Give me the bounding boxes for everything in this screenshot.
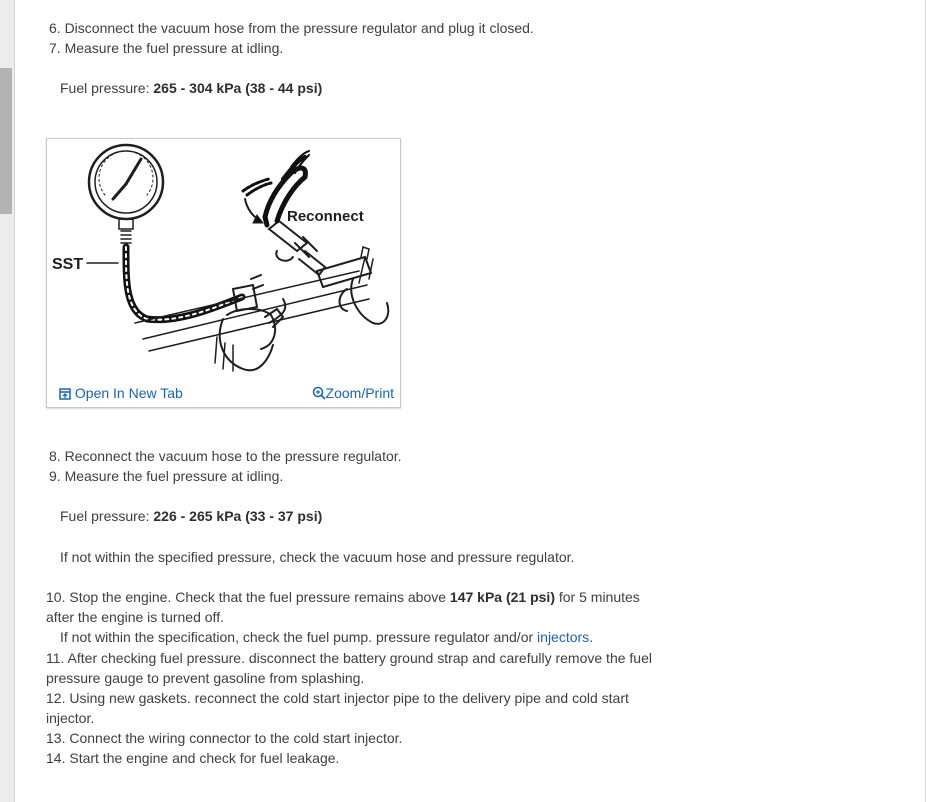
step-10-text: 10. Stop the engine. Check that the fuel pressure remains above	[46, 589, 450, 605]
step-11-continued: pressure gauge to prevent gasoline from splashing.	[46, 670, 365, 686]
step-13: 13. Connect the wiring connector to the cold start injector.	[46, 730, 403, 746]
reconnect-label: Reconnect	[287, 208, 364, 225]
step-10-continued: after the engine is turned off.	[46, 609, 224, 625]
zoom-print-label: Zoom/Print	[325, 385, 394, 401]
open-new-tab-icon	[59, 388, 71, 400]
step-14: 14. Start the engine and check for fuel leakage.	[46, 750, 340, 766]
fuel-pressure-spec-1	[60, 78, 322, 98]
step-10-note-text: If not within the specification, check the fuel pump. pressure regulator and/or	[60, 629, 538, 645]
step-10-note-period: .	[589, 629, 594, 645]
diagram-figure	[46, 138, 401, 408]
sst-label: SST	[52, 256, 84, 273]
injectors-link[interactable]: injectors	[537, 629, 590, 645]
open-in-new-tab-link[interactable]	[59, 385, 183, 401]
step-8: 8. Reconnect the vacuum hose to the pressure regulator.	[49, 448, 402, 464]
step-11: 11. After checking fuel pressure. disconnect the battery ground strap and carefully remove the fuel	[46, 650, 652, 666]
step-10-text-end: for 5 minutes	[554, 589, 640, 605]
figure-actions	[47, 377, 400, 407]
spec-value: 265 - 304 kPa (38 - 44 psi)	[153, 80, 323, 96]
zoom-print-link[interactable]	[312, 385, 394, 401]
step-10-note	[60, 627, 593, 647]
step-6: 6. Disconnect the vacuum hose from the pressure regulator and plug it closed.	[49, 20, 534, 36]
spec-label: Fuel pressure:	[60, 80, 154, 96]
spec-value: 226 - 265 kPa (33 - 37 psi)	[153, 508, 323, 524]
step-10	[46, 587, 640, 607]
step-7: 7. Measure the fuel pressure at idling.	[49, 40, 284, 56]
zoom-icon	[312, 386, 326, 400]
step-10-value: 147 kPa (21 psi)	[449, 589, 555, 605]
open-in-new-tab-label: Open In New Tab	[74, 385, 183, 401]
fuel-pressure-gauge-diagram	[47, 139, 400, 379]
step-12: 12. Using new gaskets. reconnect the cold start injector pipe to the delivery pipe and cold start	[46, 690, 629, 706]
step-12-continued: injector.	[46, 710, 95, 726]
step-9: 9. Measure the fuel pressure at idling.	[49, 468, 284, 484]
spec-label: Fuel pressure:	[60, 508, 154, 524]
fuel-pressure-spec-2	[60, 506, 322, 526]
pressure-note: If not within the specified pressure, check the vacuum hose and pressure regulator.	[60, 549, 575, 565]
